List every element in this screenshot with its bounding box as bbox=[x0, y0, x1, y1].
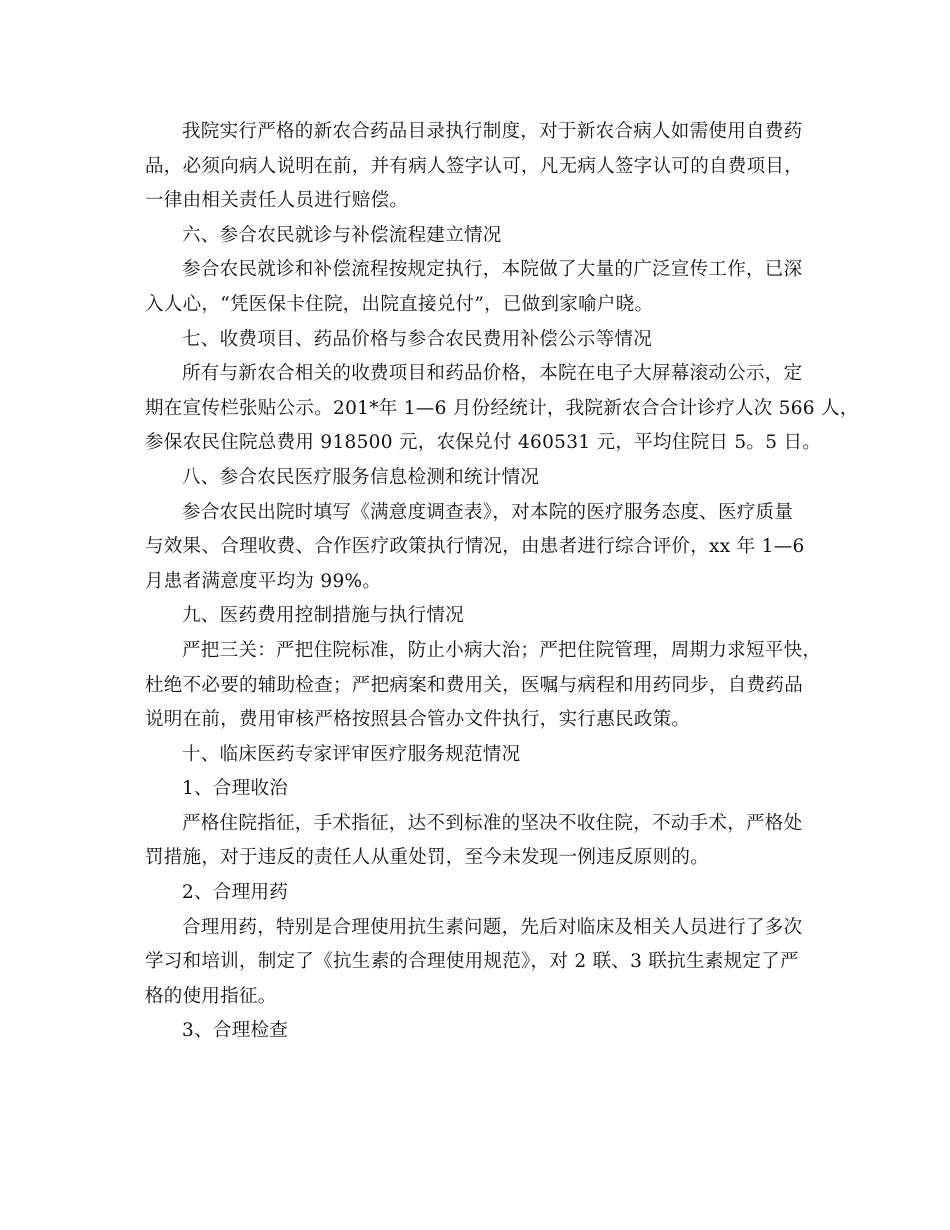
text-line: 七、收费项目、药品价格与参合农民费用补偿公示等情况 bbox=[182, 328, 653, 350]
text-line: 杜绝不必要的辅助检查；严把病案和费用关，医嘱与病程和用药同步，自费药品 bbox=[145, 674, 804, 696]
text-line: 2、合理用药 bbox=[182, 882, 289, 904]
text-line: 品，必须向病人说明在前，并有病人签字认可，凡无病人签字认可的自费项目， bbox=[145, 155, 804, 177]
text-line: 参合农民出院时填写《满意度调查表》，对本院的医疗服务态度、医疗质量 bbox=[182, 501, 794, 523]
text-line: 格的使用指征。 bbox=[145, 985, 277, 1007]
text-line: 参保农民住院总费用 918500 元，农保兑付 460531 元，平均住院日 5。5 日。 bbox=[145, 432, 822, 454]
text-line: 参合农民就诊和补偿流程按规定执行，本院做了大量的广泛宣传工作，已深 bbox=[182, 259, 803, 281]
text-line: 合理用药，特别是合理使用抗生素问题，先后对临床及相关人员进行了多次 bbox=[182, 916, 803, 938]
text-line: 严把三关：严把住院标准，防止小病大治；严把住院管理，周期力求短平快， bbox=[182, 639, 822, 661]
text-line: 入人心，“凭医保卡住院，出院直接兑付”，已做到家喻户晓。 bbox=[145, 293, 654, 315]
text-line: 1、合理收治 bbox=[182, 778, 289, 800]
text-line: 3、合理检查 bbox=[182, 1020, 289, 1042]
document-body bbox=[145, 115, 859, 1049]
text-line: 八、参合农民医疗服务信息检测和统计情况 bbox=[182, 466, 540, 488]
text-line: 学习和培训，制定了《抗生素的合理使用规范》，对 2 联、3 联抗生素规定了严 bbox=[145, 951, 799, 973]
text-line: 我院实行严格的新农合药品目录执行制度，对于新农合病人如需使用自费药 bbox=[182, 121, 803, 142]
text-line: 六、参合农民就诊与补偿流程建立情况 bbox=[182, 224, 502, 246]
text-line: 所有与新农合相关的收费项目和药品价格，本院在电子大屏幕滚动公示，定 bbox=[182, 363, 803, 385]
text-line: 期在宣传栏张贴公示。201*年 1—6 月份经统计，我院新农合合计诊疗人次 566 人， bbox=[145, 397, 859, 419]
text-line: 严格住院指征，手术指征，达不到标准的坚决不收住院，不动手术，严格处 bbox=[182, 812, 803, 834]
text-line: 说明在前，费用审核严格按照县合管办文件执行，实行惠民政策。 bbox=[145, 709, 691, 731]
text-line: 与效果、合理收费、合作医疗政策执行情况，由患者进行综合评价，xx 年 1—6 bbox=[145, 536, 805, 558]
text-line: 十、临床医药专家评审医疗服务规范情况 bbox=[182, 743, 521, 765]
text-line: 月患者满意度平均为 99%。 bbox=[145, 570, 382, 592]
text-line: 九、医药费用控制措施与执行情况 bbox=[182, 605, 465, 627]
text-line: 罚措施，对于违反的责任人从重处罚，至今未发现一例违反原则的。 bbox=[145, 847, 710, 869]
text-line: 一律由相关责任人员进行赔偿。 bbox=[145, 190, 409, 212]
